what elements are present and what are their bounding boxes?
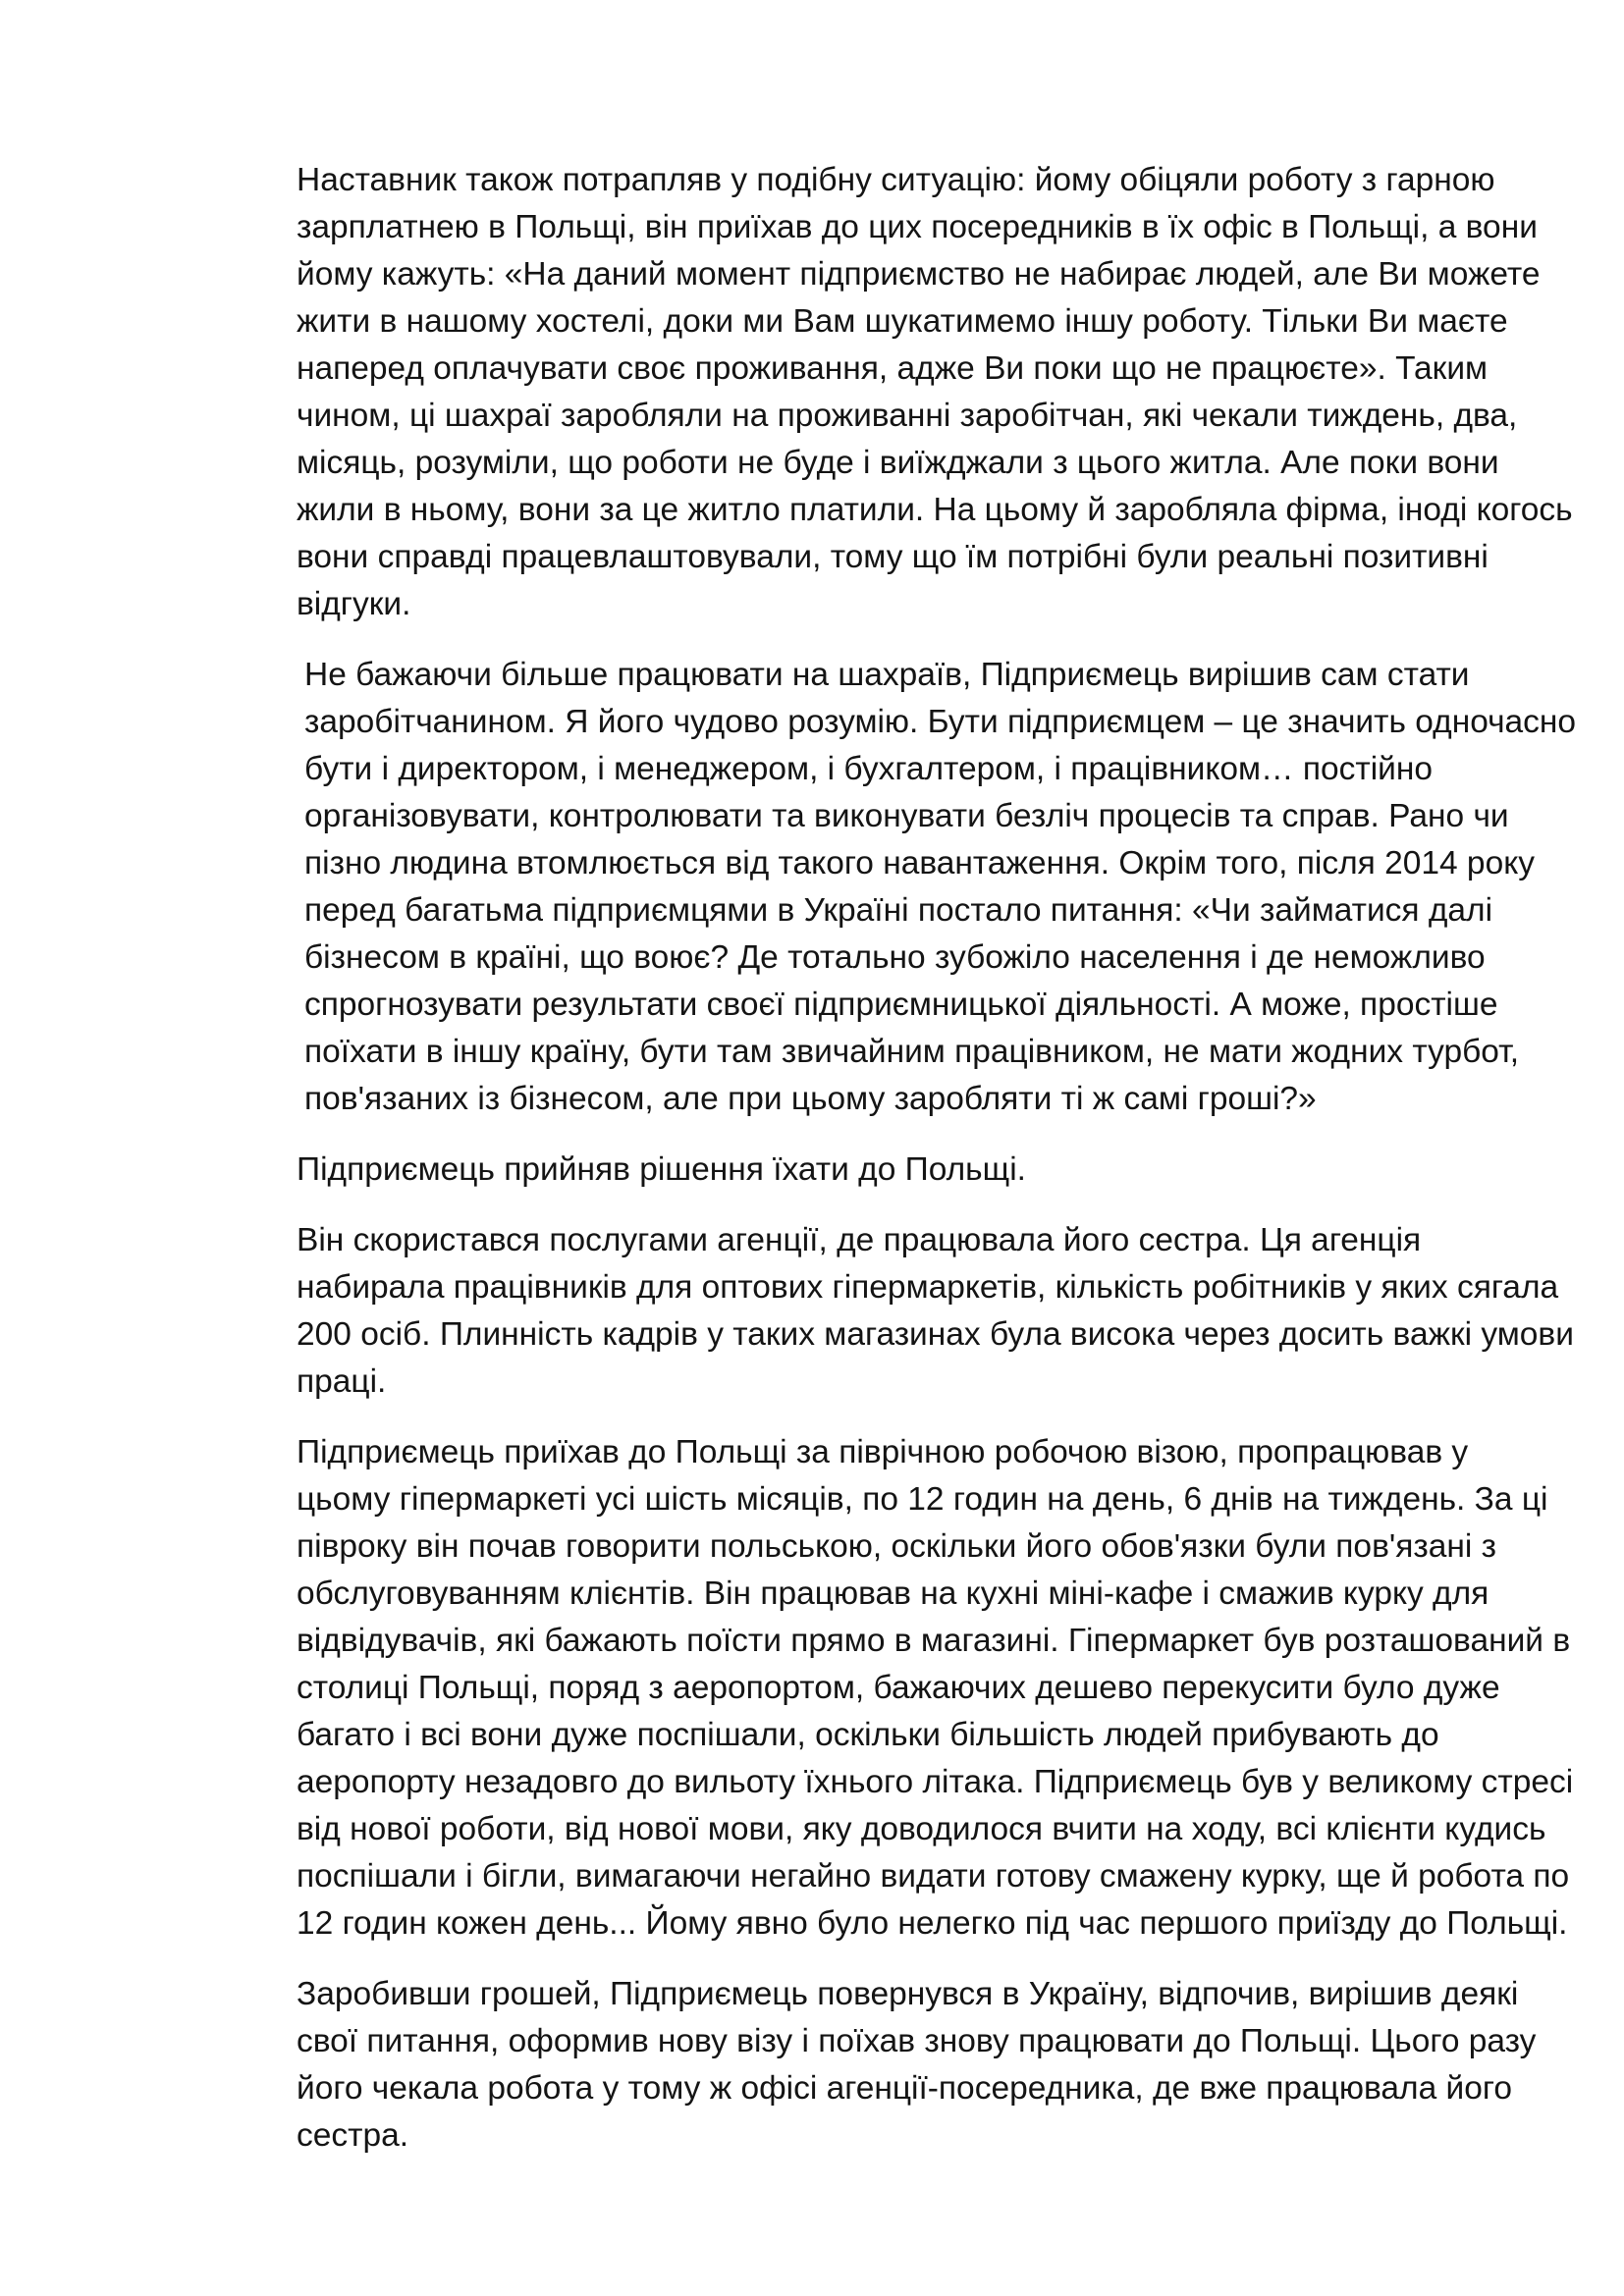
text-line: Він скористався послугами агенції, де працювала його сестра. Ця агенція bbox=[297, 1222, 1422, 1258]
text-line: спрогнозувати результати своєї підприємницької діяльності. А може, простіше bbox=[304, 987, 1498, 1023]
text-line: його чекала робота у тому ж офісі агенції-посередника, де вже працювала його bbox=[297, 2070, 1512, 2107]
text-line: зарплатнею в Польщі, він приїхав до цих посередників в їх офіс в Польщі, а вони bbox=[297, 209, 1538, 245]
document-body bbox=[236, 157, 1577, 2183]
text-line: 12 годин кожен день... Йому явно було нелегко під час першого приїзду до Польщі. bbox=[297, 1905, 1568, 1942]
text-line: йому кажуть: «На даний момент підприємство не набирає людей, але Ви можете bbox=[297, 256, 1541, 293]
paragraph-4 bbox=[236, 1217, 1574, 1406]
text-line: столиці Польщі, поряд з аеропортом, бажаючих дешево перекусити було дуже bbox=[297, 1670, 1500, 1706]
text-line: сестра. bbox=[297, 2117, 409, 2154]
text-line: цьому гіпермаркеті усі шість місяців, по 12 годин на день, 6 днів на тиждень. За ці bbox=[297, 1481, 1548, 1518]
text-line: жили в ньому, вони за це житло платили. На цьому й заробляла фірма, іноді когось bbox=[297, 492, 1573, 528]
text-line: перед багатьма підприємцями в Україні постало питання: «Чи займатися далі bbox=[304, 892, 1493, 929]
paragraph-2 bbox=[236, 652, 1577, 1123]
text-line: Наставник також потрапляв у подібну ситуацію: йому обіцяли роботу з гарною bbox=[297, 162, 1495, 198]
text-line: Підприємець прийняв рішення їхати до Польщі. bbox=[297, 1151, 1026, 1188]
text-line: поїхати в іншу країну, бути там звичайним працівником, не мати жодних турбот, bbox=[304, 1034, 1520, 1070]
paragraph-3 bbox=[236, 1147, 1532, 1194]
text-line: півроку він почав говорити польською, оскільки його обов'язки були пов'язані з bbox=[297, 1528, 1496, 1565]
text-line: Підприємець приїхав до Польщі за піврічною робочою візою, пропрацював у bbox=[297, 1434, 1469, 1470]
text-line: обслуговуванням клієнтів. Він працював на кухні міні-кафе і смажив курку для bbox=[297, 1575, 1489, 1612]
text-line: бізнесом в країні, що воює? Де тотально зубожіло населення і де неможливо bbox=[304, 939, 1486, 976]
text-line: місяць, розуміли, що роботи не буде і виїжджали з цього житла. Але поки вони bbox=[297, 445, 1499, 481]
paragraph-1 bbox=[236, 157, 1573, 628]
paragraph-5 bbox=[236, 1429, 1574, 1948]
text-line: відвідувачів, які бажають поїсти прямо в магазині. Гіпермаркет був розташований в bbox=[297, 1623, 1571, 1659]
text-line: заробітчанином. Я його чудово розумію. Бути підприємцем – це значить одночасно bbox=[304, 704, 1577, 740]
text-line: поспішали і бігли, вимагаючи негайно видати готову смажену курку, ще й робота по bbox=[297, 1858, 1570, 1895]
text-line: чином, ці шахраї заробляли на проживанні заробітчан, які чекали тиждень, два, bbox=[297, 398, 1518, 434]
text-line: від нової роботи, від нової мови, яку доводилося вчити на ходу, всі клієнти кудись bbox=[297, 1811, 1546, 1847]
text-line: аеропорту незадовго до вильоту їхнього літака. Підприємець був у великому стресі bbox=[297, 1764, 1574, 1800]
text-line: набирала працівників для оптових гіпермаркетів, кількість робітників у яких сягала bbox=[297, 1269, 1559, 1306]
text-line: праці. bbox=[297, 1363, 387, 1400]
text-line: свої питання, оформив нову візу і поїхав знову працювати до Польщі. Цього разу bbox=[297, 2023, 1537, 2059]
text-line: 200 осіб. Плинність кадрів у таких магазинах була висока через досить важкі умови bbox=[297, 1316, 1574, 1353]
text-line: багато і всі вони дуже поспішали, оскільки більшість людей прибувають до bbox=[297, 1717, 1439, 1753]
text-line: Заробивши грошей, Підприємець повернувся в Україну, відпочив, вирішив деякі bbox=[297, 1976, 1519, 2012]
paragraph-6 bbox=[236, 1971, 1537, 2160]
text-line: наперед оплачувати своє проживання, адже Ви поки що не працюєте». Таким bbox=[297, 350, 1489, 387]
text-line: Не бажаючи більше працювати на шахраїв, Підприємець вирішив сам стати bbox=[304, 657, 1470, 693]
text-line: організовувати, контролювати та виконувати безліч процесів та справ. Рано чи bbox=[304, 798, 1509, 834]
text-line: жити в нашому хостелі, доки ми Вам шукатимемо іншу роботу. Тільки Ви маєте bbox=[297, 303, 1508, 340]
text-line: вони справді працевлаштовували, тому що їм потрібні були реальні позитивні bbox=[297, 539, 1489, 575]
text-line: відгуки. bbox=[297, 586, 411, 622]
text-line: пов'язаних із бізнесом, але при цьому заробляти ті ж самі гроші?» bbox=[304, 1081, 1317, 1117]
text-line: бути і директором, і менеджером, і бухгалтером, і працівником… постійно bbox=[304, 751, 1433, 787]
text-line: пізно людина втомлюється від такого навантаження. Окрім того, після 2014 року bbox=[304, 845, 1535, 881]
